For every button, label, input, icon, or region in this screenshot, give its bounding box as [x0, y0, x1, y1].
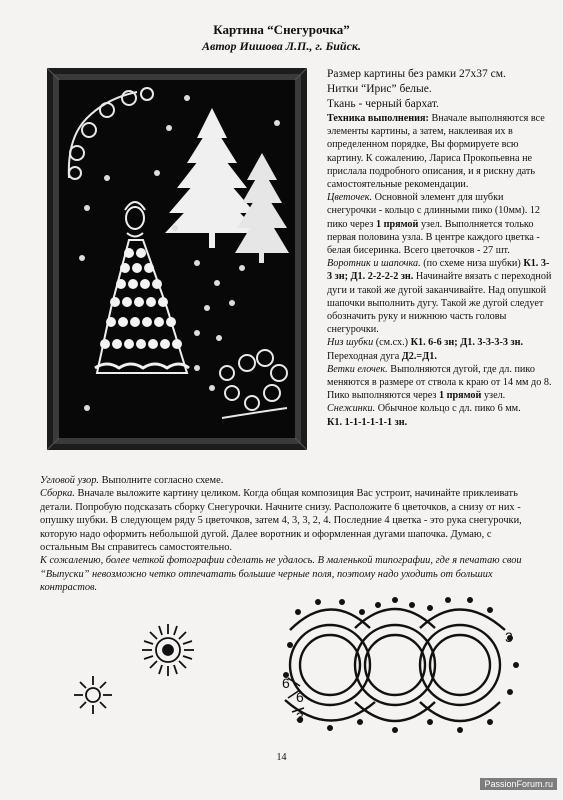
flowers-bold: 1 прямой [375, 218, 419, 230]
bottom-text [40, 474, 540, 595]
snowflake-scheme-large [142, 624, 194, 676]
technique-paragraph [327, 112, 552, 191]
label-three-bottom: 3 [296, 709, 304, 725]
assembly-text: Вначале выложите картину целиком. Когда общая композиция Вас устроит, начинайте приклеивать детали. Попробую подсказать сборку Снегурочки. Начните снизу. Расположите 6 цветочков, а снизу от них - опушку шубки. В следующем ряду 5 цветочков, затем 4, 3, 3, 2, 4. Последние 4 цветка - это рука снегурочки, которую надо оформить небольшой дугой. Далее воротник и оформленная дугами шапочка. Думаю, с остальным Вы справитесь самостоятельно. [40, 488, 522, 554]
technique-heading: Техника выполнения: [327, 113, 429, 124]
snowflakes-k1: К1. 1-1-1-1-1-1 зн. [327, 416, 408, 428]
page-title: Картина “Снегурочка” [213, 22, 350, 37]
flowers-label: Цветочек. [327, 192, 373, 204]
size-spec: Размер картины без рамки 27х37 см. [327, 68, 506, 80]
hem-d1: Д1. 3-3-3-3 зн. [460, 337, 524, 349]
collar-paragraph [327, 257, 552, 336]
threads-spec: Нитки “Ирис” белые. [327, 83, 432, 95]
hem-label: Низ шубки [327, 337, 374, 349]
assembly-paragraph [40, 487, 540, 554]
corner-label: Угловой узор. [40, 475, 99, 486]
hem-k1: К1. 6-6 зн; [410, 337, 458, 349]
fabric-spec: Ткань - черный бархат. [327, 98, 439, 110]
page-number: 14 [276, 752, 287, 763]
author-line: Автор Иишова Л.П., г. Бийск. [201, 39, 362, 53]
hem-note: (см.сх.) [375, 337, 409, 349]
collar-k1: К1. 3-3 зн; [327, 258, 550, 283]
corner-pattern-picots [283, 597, 519, 733]
flowers-text-1: Основной элемент для шубки снегурочки - кольцо с длинными пико (10мм). 12 пико через [327, 192, 541, 230]
collar-d1: Д1. 2-2-2-2 зн. [350, 271, 414, 283]
label-six-b: 6 [296, 689, 304, 705]
technique-text: Вначале выполняются все элементы картины, а затем, наклеивая их в определенном порядке, Вы формируете всю картину. К сожалению, Лариса Прокопьевна не прислала подробного описания, и я рискну дать самостоятельные рекомендации. [327, 113, 545, 191]
collar-text: Начинайте вязать с переходной дуги и такой же дугой заканчивайте. Над опушкой шапочки выполнить дугу. Такой же дугой следует обозначить руку и нижнюю часть головы снегурочки. [327, 271, 552, 336]
collar-label: Воротник и шапочка. [327, 258, 421, 270]
flowers-paragraph [327, 191, 552, 257]
branches-bold: 1 прямой [438, 390, 482, 402]
snowflake-scheme-small [74, 676, 112, 714]
watermark-text: PassionForum.ru [480, 778, 557, 790]
snegurochka-photo [47, 68, 307, 450]
assembly-label: Сборка. [40, 488, 75, 500]
corner-paragraph [40, 474, 540, 487]
corner-text: Выполните согласно схеме. [101, 475, 224, 486]
branches-text-2: узел. [483, 390, 506, 402]
hem-transition-text: Переходная дуга [327, 350, 400, 362]
snowflakes-text: Обычное кольцо с дл. пико 6 мм. [377, 403, 521, 415]
apology-paragraph: К сожалению, более четкой фотографии сделать не удалось. В маленькой типографии, где я печатаю свои “Выпуски” невозможно четко отпечатать большие черные поля, поэтому надо уходить от больших контрастов. [40, 555, 522, 594]
snowflakes-label: Снежинки. [327, 403, 376, 415]
branches-label: Ветки елочек. [327, 363, 388, 375]
label-three-top: 3 [505, 629, 513, 645]
hem-transition-bold: Д2.=Д1. [401, 350, 437, 362]
snowflakes-paragraph [327, 402, 552, 428]
label-six-a: 6 [282, 675, 290, 691]
hem-paragraph [327, 336, 552, 362]
branches-text-1: Выполняются дугой, где дл. пико меняются в размере от ствола к краю от 14 мм до 8. Пико выполняются через [327, 363, 552, 402]
flowers-text-2: узел. Выполняется только первая половина узла. В центре каждого цветка - белая бисеринка. Всего цветочков - 27 шт. [327, 218, 540, 257]
branches-paragraph [327, 363, 552, 403]
right-column-text [327, 67, 552, 429]
corner-pattern-scheme [285, 609, 505, 721]
tatting-diagrams [0, 590, 563, 755]
collar-note: (по схеме низа шубки) [423, 258, 521, 270]
